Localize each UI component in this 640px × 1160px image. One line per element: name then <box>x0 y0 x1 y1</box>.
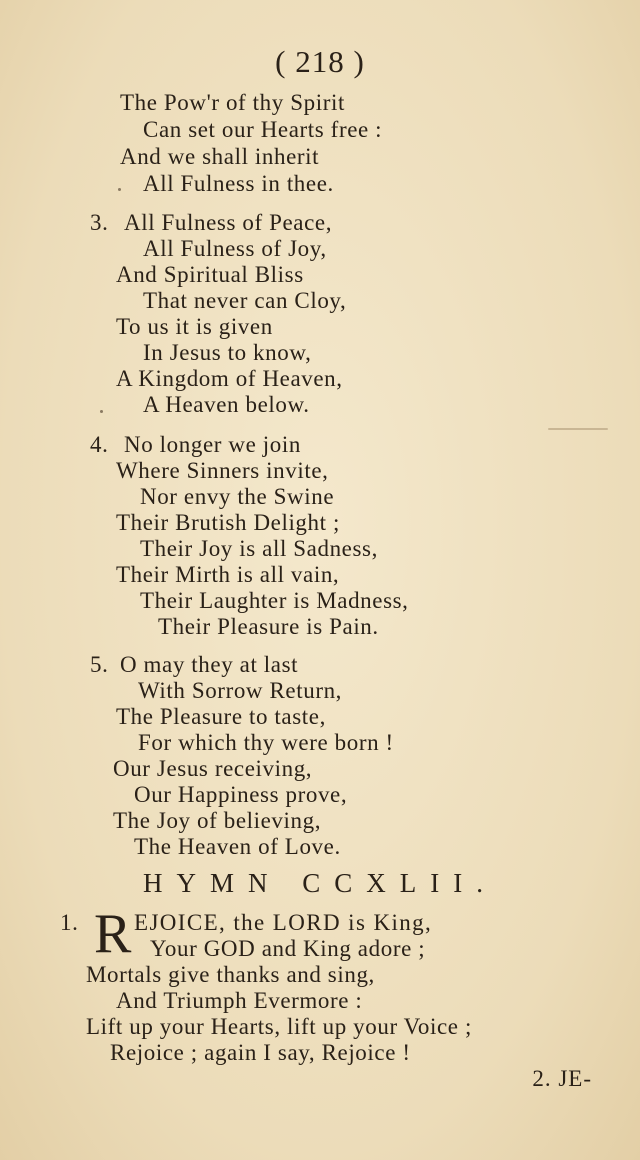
catchword: 2. JE- <box>532 1066 592 1091</box>
verse-line: All Fulness in thee. <box>143 171 334 196</box>
verse-line: The Pow'r of thy Spirit <box>120 90 345 115</box>
verse-line: Lift up your Hearts, lift up your Voice ; <box>86 1014 472 1039</box>
verse-line: And we shall inherit <box>120 144 320 169</box>
verse-line: Their Laughter is Madness, <box>140 588 409 613</box>
verse-line: A Heaven below. <box>143 392 310 417</box>
paper-speck <box>548 428 608 430</box>
verse-line: EJOICE, the LORD is King, <box>134 910 433 935</box>
verse-line: Where Sinners invite, <box>116 458 329 483</box>
verse-line: In Jesus to know, <box>143 340 312 365</box>
stanza-number: 5. <box>90 652 109 677</box>
verse-line: Our Happiness prove, <box>134 782 348 807</box>
verse-line: With Sorrow Return, <box>138 678 343 703</box>
verse-line: Nor envy the Swine <box>140 484 335 509</box>
verse-line: All Fulness of Peace, <box>124 210 333 235</box>
verse-line: The Pleasure to taste, <box>116 704 326 729</box>
verse-line: All Fulness of Joy, <box>143 236 327 261</box>
verse-line: Rejoice ; again I say, Rejoice ! <box>110 1040 411 1065</box>
paper-speck <box>118 188 121 191</box>
verse-line: To us it is given <box>116 314 273 339</box>
verse-line: O may they at last <box>120 652 299 677</box>
verse-line: A Kingdom of Heaven, <box>116 366 343 391</box>
verse-line: For which thy were born ! <box>138 730 394 755</box>
stanza-number: 4. <box>90 432 109 457</box>
verse-line: Your GOD and King adore ; <box>150 936 426 961</box>
verse-line: Our Jesus receiving, <box>113 756 313 781</box>
verse-line: And Spiritual Bliss <box>116 262 304 287</box>
verse-line: The Heaven of Love. <box>134 834 341 859</box>
page-number: ( 218 ) <box>275 44 365 79</box>
hymn-title: HYMN CCXLII. <box>143 868 497 898</box>
verse-line: The Joy of believing, <box>113 808 322 833</box>
verse-line: And Triumph Evermore : <box>116 988 363 1013</box>
verse-line: No longer we join <box>124 432 301 457</box>
verse-line: Their Joy is all Sadness, <box>140 536 378 561</box>
verse-line: That never can Cloy, <box>143 288 347 313</box>
stanza-number: 3. <box>90 210 109 235</box>
drop-cap: R <box>94 903 132 965</box>
stanza-number: 1. <box>60 910 79 935</box>
verse-line: Their Mirth is all vain, <box>116 562 340 587</box>
verse-line: Can set our Hearts free : <box>143 117 383 142</box>
paper-speck <box>100 410 103 413</box>
verse-line: Mortals give thanks and sing, <box>86 962 375 987</box>
verse-line: Their Brutish Delight ; <box>116 510 340 535</box>
verse-line: Their Pleasure is Pain. <box>158 614 379 639</box>
